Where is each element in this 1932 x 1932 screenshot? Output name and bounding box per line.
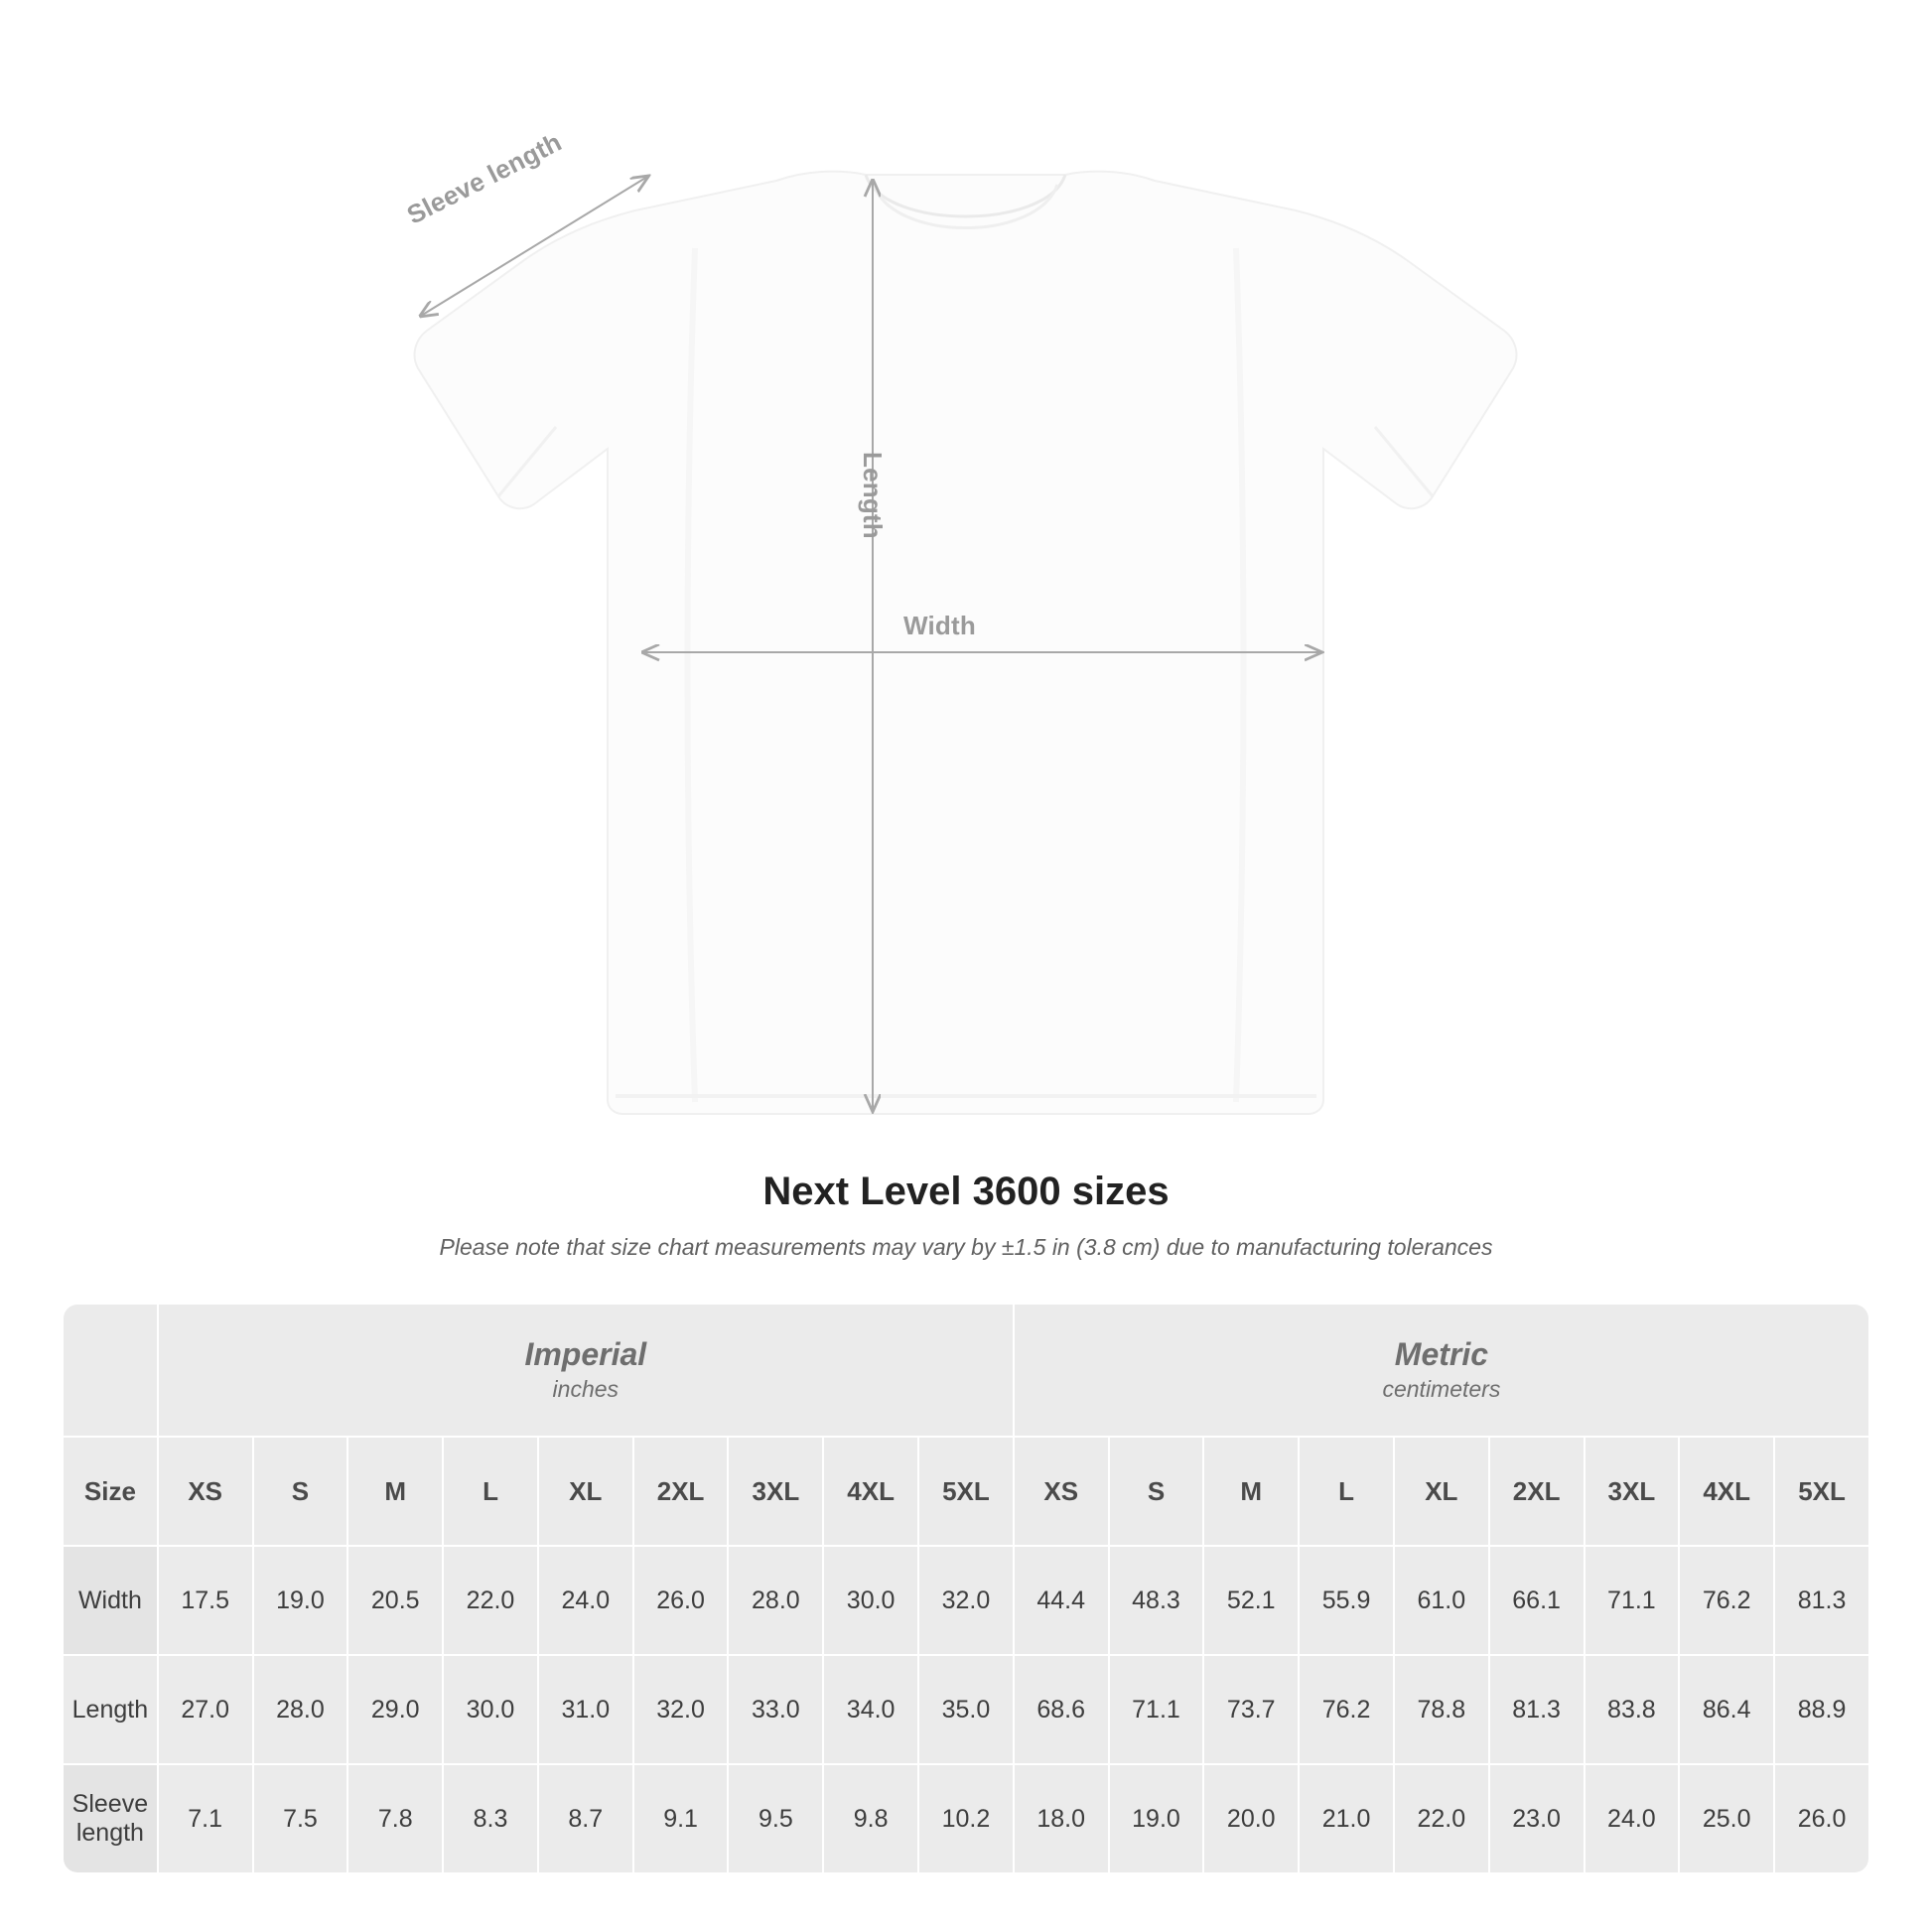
width-imperial-5xl: 32.0 <box>919 1547 1013 1654</box>
table-row <box>64 1656 1868 1763</box>
col-header-metric-5xl: 5XL <box>1775 1438 1868 1545</box>
title-block <box>0 1170 1932 1261</box>
col-header-imperial-xl: XL <box>539 1438 632 1545</box>
col-header-imperial-4xl: 4XL <box>824 1438 917 1545</box>
page-title: Next Level 3600 sizes <box>762 1170 1170 1213</box>
imperial-unit-cell <box>159 1305 1013 1436</box>
length-metric-3xl: 83.8 <box>1586 1656 1679 1763</box>
sleeve-imperial-m: 7.8 <box>348 1765 442 1872</box>
imperial-sub-label: inches <box>552 1376 620 1403</box>
length-metric-4xl: 86.4 <box>1680 1656 1773 1763</box>
sleeve-imperial-xl: 8.7 <box>539 1765 632 1872</box>
row-label-sleeve-length: Sleeve length <box>64 1765 157 1872</box>
col-header-metric-2xl: 2XL <box>1490 1438 1584 1545</box>
tolerance-note: Please note that size chart measurements may vary by ±1.5 in (3.8 cm) due to manufacturing tolerances <box>439 1234 1493 1260</box>
length-imperial-5xl: 35.0 <box>919 1656 1013 1763</box>
width-imperial-xs: 17.5 <box>159 1547 252 1654</box>
length-metric-xs: 68.6 <box>1015 1656 1108 1763</box>
sleeve-metric-xs: 18.0 <box>1015 1765 1108 1872</box>
width-metric-3xl: 71.1 <box>1586 1547 1679 1654</box>
width-metric-m: 52.1 <box>1204 1547 1298 1654</box>
width-imperial-m: 20.5 <box>348 1547 442 1654</box>
length-metric-s: 71.1 <box>1110 1656 1203 1763</box>
sleeve-imperial-xs: 7.1 <box>159 1765 252 1872</box>
width-metric-l: 55.9 <box>1300 1547 1393 1654</box>
sleeve-imperial-4xl: 9.8 <box>824 1765 917 1872</box>
size-table-wrapper <box>62 1303 1870 1874</box>
length-metric-m: 73.7 <box>1204 1656 1298 1763</box>
width-imperial-s: 19.0 <box>254 1547 347 1654</box>
size-header-cell: Size <box>64 1438 157 1545</box>
unit-corner-cell <box>64 1305 157 1436</box>
width-metric-s: 48.3 <box>1110 1547 1203 1654</box>
width-imperial-2xl: 26.0 <box>634 1547 728 1654</box>
width-imperial-l: 22.0 <box>444 1547 537 1654</box>
metric-unit-cell <box>1015 1305 1868 1436</box>
sleeve-metric-s: 19.0 <box>1110 1765 1203 1872</box>
sleeve-imperial-3xl: 9.5 <box>729 1765 822 1872</box>
length-imperial-s: 28.0 <box>254 1656 347 1763</box>
metric-label: Metric <box>1394 1336 1489 1373</box>
length-imperial-4xl: 34.0 <box>824 1656 917 1763</box>
sleeve-imperial-l: 8.3 <box>444 1765 537 1872</box>
width-metric-2xl: 66.1 <box>1490 1547 1584 1654</box>
length-imperial-m: 29.0 <box>348 1656 442 1763</box>
col-header-imperial-xs: XS <box>159 1438 252 1545</box>
width-imperial-xl: 24.0 <box>539 1547 632 1654</box>
width-label: Width <box>903 611 976 640</box>
sleeve-imperial-s: 7.5 <box>254 1765 347 1872</box>
length-metric-xl: 78.8 <box>1395 1656 1488 1763</box>
length-metric-5xl: 88.9 <box>1775 1656 1868 1763</box>
col-header-imperial-3xl: 3XL <box>729 1438 822 1545</box>
length-imperial-l: 30.0 <box>444 1656 537 1763</box>
length-metric-2xl: 81.3 <box>1490 1656 1584 1763</box>
col-header-metric-4xl: 4XL <box>1680 1438 1773 1545</box>
col-header-metric-l: L <box>1300 1438 1393 1545</box>
length-imperial-2xl: 32.0 <box>634 1656 728 1763</box>
unit-header-row <box>64 1305 1868 1436</box>
sleeve-metric-m: 20.0 <box>1204 1765 1298 1872</box>
sleeve-metric-2xl: 23.0 <box>1490 1765 1584 1872</box>
tshirt-shape <box>415 172 1517 1114</box>
length-label: Length <box>858 452 888 539</box>
width-imperial-3xl: 28.0 <box>729 1547 822 1654</box>
sleeve-metric-l: 21.0 <box>1300 1765 1393 1872</box>
width-metric-xs: 44.4 <box>1015 1547 1108 1654</box>
col-header-imperial-m: M <box>348 1438 442 1545</box>
length-imperial-xs: 27.0 <box>159 1656 252 1763</box>
col-header-metric-s: S <box>1110 1438 1203 1545</box>
row-label-width: Width <box>64 1547 157 1654</box>
sleeve-imperial-2xl: 9.1 <box>634 1765 728 1872</box>
imperial-label: Imperial <box>524 1336 647 1373</box>
col-header-imperial-s: S <box>254 1438 347 1545</box>
width-metric-xl: 61.0 <box>1395 1547 1488 1654</box>
sleeve-metric-xl: 22.0 <box>1395 1765 1488 1872</box>
size-header-row <box>64 1438 1868 1545</box>
sleeve-length-label: Sleeve length <box>402 126 567 230</box>
row-label-length: Length <box>64 1656 157 1763</box>
sleeve-metric-4xl: 25.0 <box>1680 1765 1773 1872</box>
length-metric-l: 76.2 <box>1300 1656 1393 1763</box>
col-header-imperial-5xl: 5XL <box>919 1438 1013 1545</box>
width-metric-4xl: 76.2 <box>1680 1547 1773 1654</box>
col-header-imperial-2xl: 2XL <box>634 1438 728 1545</box>
table-row <box>64 1765 1868 1872</box>
length-imperial-3xl: 33.0 <box>729 1656 822 1763</box>
col-header-metric-xl: XL <box>1395 1438 1488 1545</box>
sleeve-metric-3xl: 24.0 <box>1586 1765 1679 1872</box>
size-table <box>62 1303 1870 1874</box>
table-row <box>64 1547 1868 1654</box>
sleeve-imperial-5xl: 10.2 <box>919 1765 1013 1872</box>
col-header-metric-xs: XS <box>1015 1438 1108 1545</box>
width-metric-5xl: 81.3 <box>1775 1547 1868 1654</box>
metric-sub-label: centimeters <box>1382 1376 1501 1403</box>
col-header-metric-m: M <box>1204 1438 1298 1545</box>
sleeve-metric-5xl: 26.0 <box>1775 1765 1868 1872</box>
col-header-metric-3xl: 3XL <box>1586 1438 1679 1545</box>
length-imperial-xl: 31.0 <box>539 1656 632 1763</box>
col-header-imperial-l: L <box>444 1438 537 1545</box>
width-imperial-4xl: 30.0 <box>824 1547 917 1654</box>
